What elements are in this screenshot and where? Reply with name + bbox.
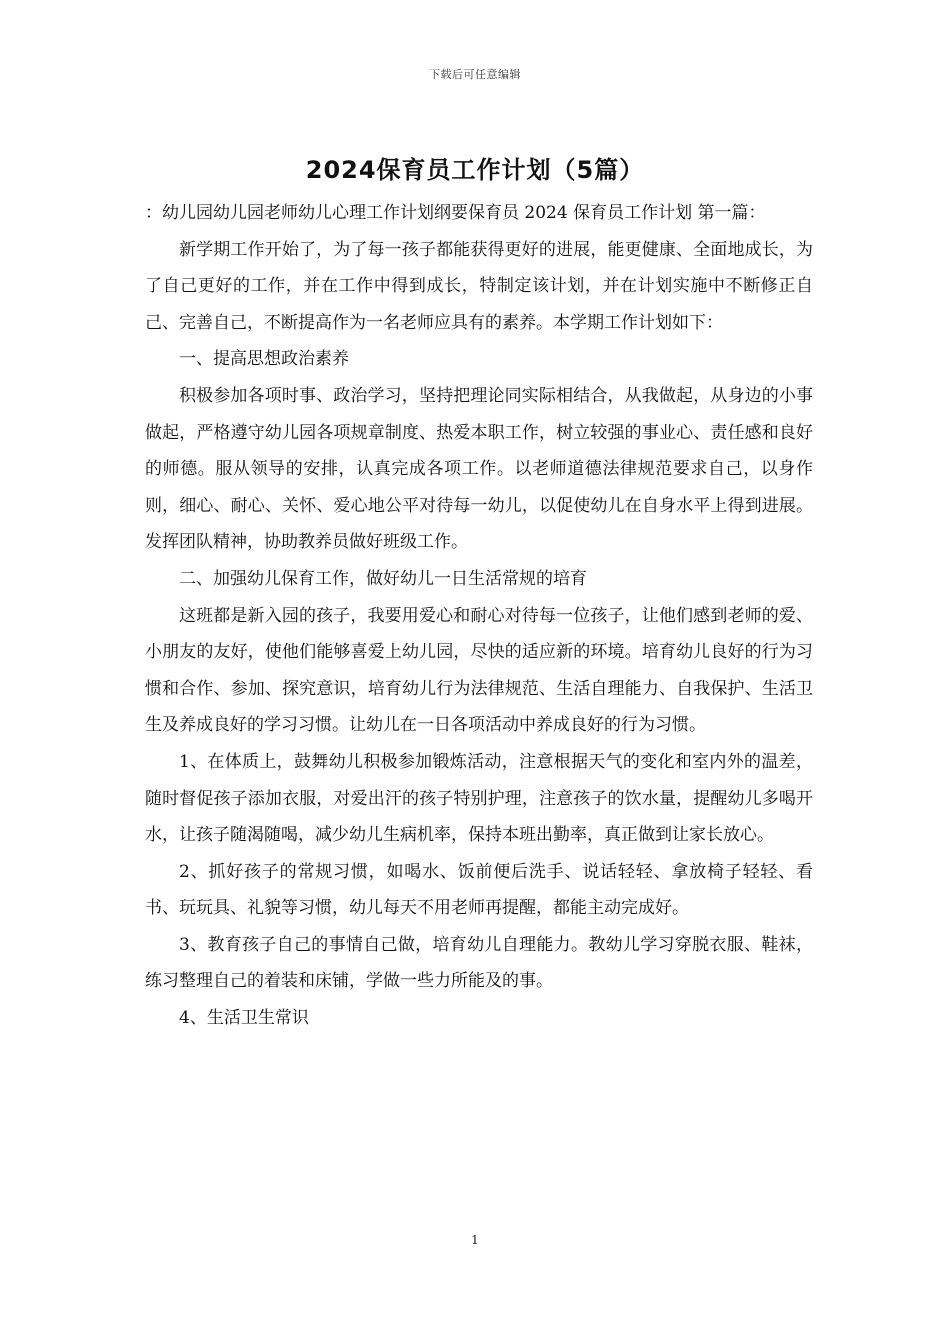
section-heading: 二、加强幼儿保育工作，做好幼儿一日生活常规的培育 xyxy=(179,568,587,589)
document-title: 2024保育员工作计划（5篇） xyxy=(305,156,645,184)
body-paragraph: 新学期工作开始了，为了每一孩子都能获得更好的进展，能更健康、全面地成长，为了自己更好的工作，并在工作中得到成长，特制定该计划，并在计划实施中不断修正自己、完善自己，不断提高作为一名老师应具有的素养。本学期工作计划如下： xyxy=(145,239,813,333)
list-item: 3、教育孩子自己的事情自己做，培育幼儿自理能力。教幼儿学习穿脱衣服、鞋袜，练习整理自己的着装和床铺，学做一些力所能及的事。 xyxy=(145,934,813,992)
body-paragraph: 这班都是新入园的孩子，我要用爱心和耐心对待每一位孩子，让他们感到老师的爱、小朋友的友好，使他们能够喜爱上幼儿园，尽快的适应新的环境。培育幼儿良好的行为习惯和合作、参加、探究意识，培育幼儿行为法律规范、生活自理能力、自我保护、生活卫生及养成良好的学习习惯。让幼儿在一日各项活动中养成良好的行为习惯。 xyxy=(145,605,813,736)
page-number: 1 xyxy=(471,1233,479,1247)
list-item: 2、抓好孩子的常规习惯，如喝水、饭前便后洗手、说话轻轻、拿放椅子轻轻、看书、玩玩具、礼貌等习惯，幼儿每天不用老师再提醒，都能主动完成好。 xyxy=(145,861,813,919)
header-note: 下载后可任意编辑 xyxy=(429,68,521,81)
list-item: 1、在体质上，鼓舞幼儿积极参加锻炼活动，注意根据天气的变化和室内外的温差，随时督促孩子添加衣服，对爱出汗的孩子特别护理，注意孩子的饮水量，提醒幼儿多喝开水，让孩子随渴随喝，减少幼儿生病机率，保持本班出勤率，真正做到让家长放心。 xyxy=(145,751,813,846)
intro-paragraph: ：幼儿园幼儿园老师幼儿心理工作计划纲要保育员 2024 保育员工作计划 第一篇： xyxy=(145,203,766,223)
document-body xyxy=(145,195,813,1037)
section-heading: 一、提高思想政治素养 xyxy=(179,349,349,370)
list-item: 4、生活卫生常识 xyxy=(179,1008,309,1029)
body-paragraph: 积极参加各项时事、政治学习，坚持把理论同实际相结合，从我做起，从身边的小事做起，严格遵守幼儿园各项规章制度、热爱本职工作，树立较强的事业心、责任感和良好的师德。服从领导的安排，认真完成各项工作。以老师道德法律规范要求自己，以身作则，细心、耐心、关怀、爱心地公平对待每一幼儿，以促使幼儿在自身水平上得到进展。发挥团队精神，协助教养员做好班级工作。 xyxy=(145,385,813,553)
